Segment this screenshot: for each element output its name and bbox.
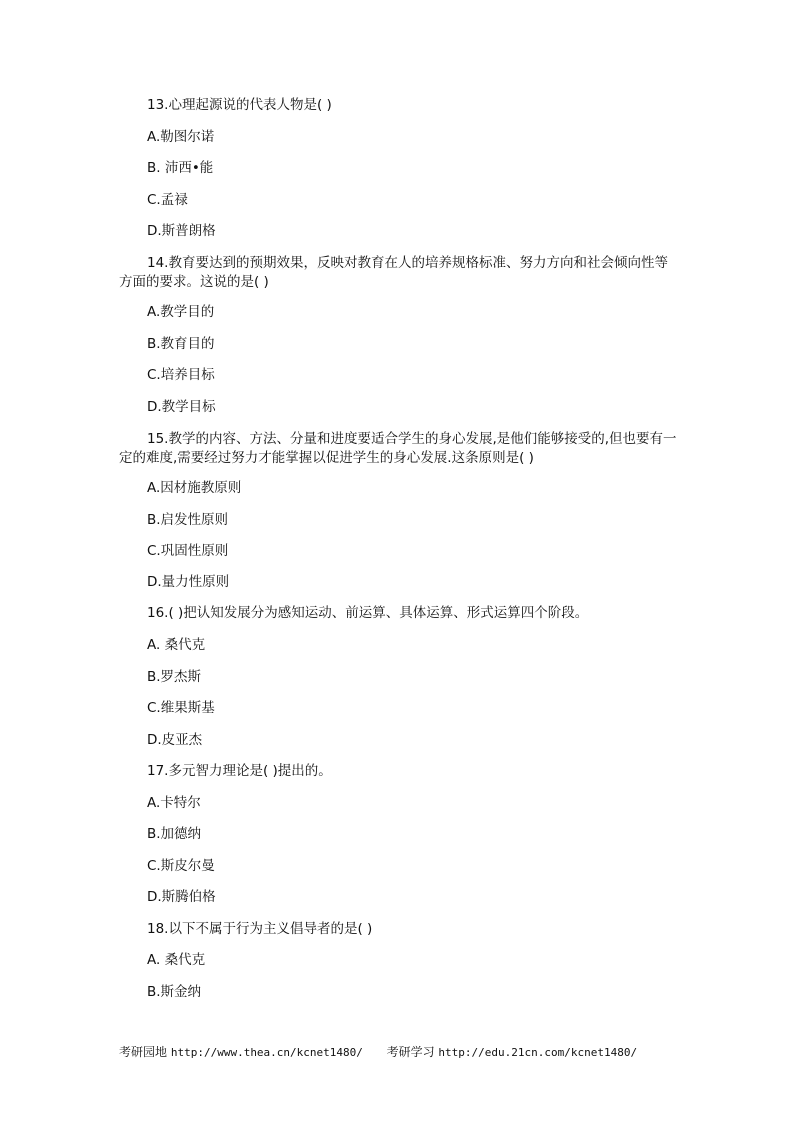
question-14-stem: 14.教育要达到的预期效果，反映对教育在人的培养规格标准、努力方向和社会倾向性等方面的要求。这说的是( ) bbox=[119, 255, 668, 290]
question-13-stem: 13.心理起源说的代表人物是( ) bbox=[147, 97, 332, 113]
question-13-option-b: B. 沛西•能 bbox=[147, 160, 214, 176]
footer-site1-link[interactable]: http://www.thea.cn/kcnet1480/ bbox=[170, 1046, 363, 1059]
question-13-option-a: A.勒图尔诺 bbox=[147, 129, 215, 145]
question-17-option-d: D.斯腾伯格 bbox=[147, 889, 216, 905]
question-16-option-b: B.罗杰斯 bbox=[147, 669, 202, 685]
question-18-stem: 18.以下不属于行为主义倡导者的是( ) bbox=[147, 921, 373, 937]
question-13-option-d: D.斯普朗格 bbox=[147, 223, 216, 239]
question-16-option-c: C.维果斯基 bbox=[147, 700, 215, 716]
question-14-option-a: A.教学目的 bbox=[147, 304, 215, 320]
question-15-option-d: D.量力性原则 bbox=[147, 574, 230, 590]
question-18-option-b: B.斯金纳 bbox=[147, 984, 202, 1000]
question-15-option-a: A.因材施教原则 bbox=[147, 480, 242, 496]
question-16-option-a: A. 桑代克 bbox=[147, 637, 206, 653]
question-17-stem: 17.多元智力理论是( )提出的。 bbox=[147, 763, 332, 779]
page-footer bbox=[119, 1044, 637, 1061]
question-14-option-c: C.培养目标 bbox=[147, 367, 215, 383]
question-13-option-c: C.孟禄 bbox=[147, 192, 188, 208]
question-16-option-d: D.皮亚杰 bbox=[147, 732, 203, 748]
question-15-option-c: C.巩固性原则 bbox=[147, 543, 229, 559]
question-14-option-b: B.教育目的 bbox=[147, 336, 215, 352]
question-18-option-a: A. 桑代克 bbox=[147, 952, 206, 968]
question-15-option-b: B.启发性原则 bbox=[147, 512, 229, 528]
question-16-stem: 16.( )把认知发展分为感知运动、前运算、具体运算、形式运算四个阶段。 bbox=[147, 605, 589, 621]
question-17-option-a: A.卡特尔 bbox=[147, 795, 201, 811]
question-17-option-c: C.斯皮尔曼 bbox=[147, 858, 215, 874]
footer-site1-name: 考研园地 bbox=[119, 1045, 168, 1059]
footer-site2-link[interactable]: http://edu.21cn.com/kcnet1480/ bbox=[438, 1046, 638, 1059]
question-14-option-d: D.教学目标 bbox=[147, 399, 216, 415]
question-17-option-b: B.加德纳 bbox=[147, 826, 202, 842]
footer-site2-name: 考研学习 bbox=[386, 1045, 435, 1059]
question-15-stem: 15.教学的内容、方法、分量和进度要适合学生的身心发展,是他们能够接受的,但也要有一定的难度,需要经过努力才能掌握以促进学生的身心发展.这条原则是( ) bbox=[119, 431, 677, 466]
